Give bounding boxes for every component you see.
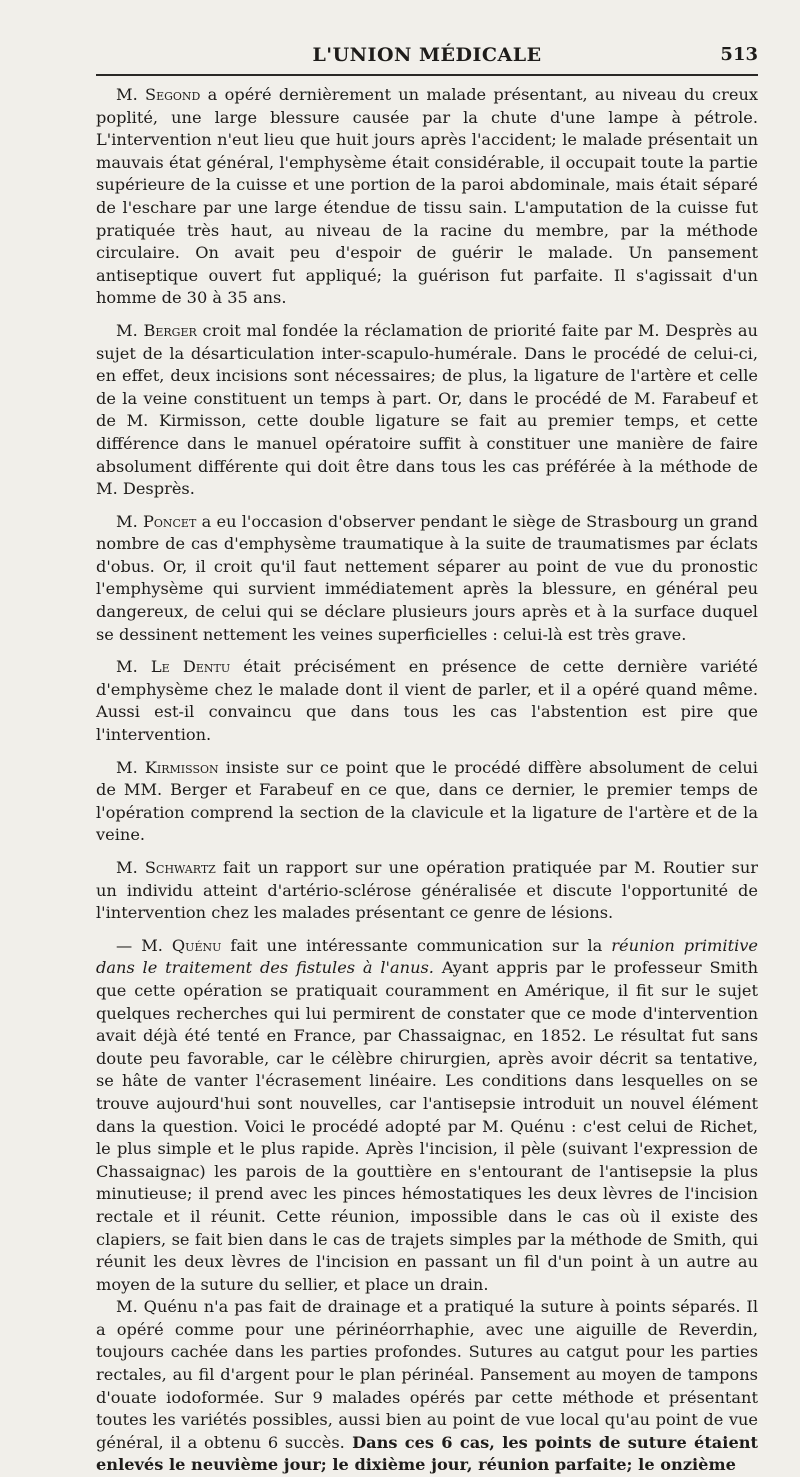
page-number: 513 xyxy=(720,44,758,65)
paragraph-text: a opéré dernièrement un malade présentant, au niveau du creux poplité, une large blessure causée par la chute d'une lampe à pétrole. L'intervention n'eut lieu que huit jours après l'accident; le malade présentait un mauvais état général, l'emphysème était considérable, il occupait toute la partie supérieure de la cuisse et une portion de la paroi abdominale, mais était séparé de l'eschare par une large étendue de tissu sain. L'amputation de la cuisse fut pratiquée très haut, au niveau de la racine du membre, par la méthode circulaire. On avait peu d'espoir de guérir le malade. Un pansement antiseptique ouvert fut appliqué; la guérison fut parfaite. Il s'agissait d'un homme de 30 à 35 ans. xyxy=(96,85,758,308)
speaker-name: M. Schwartz xyxy=(116,858,216,877)
paragraph-quenu-communication xyxy=(96,935,758,1297)
dash-prefix: — xyxy=(116,935,142,955)
speaker-name: M. Segond xyxy=(116,85,201,104)
paragraph-schwartz xyxy=(96,857,758,925)
speaker-name: M. Poncet xyxy=(116,511,197,531)
paragraph-text: fait une intéressante communication sur la xyxy=(221,935,612,955)
paragraph-text: fait un rapport sur une opération pratiquée par M. Routier sur un individu atteint d'artério-sclérose généralisée et discute l'opportunité de l'intervention chez les malades présentant ce genre de lésions. xyxy=(96,858,758,923)
paragraph-text-continued: Ayant appris par le professeur Smith que cette opération se pratiquait couramment en Amérique, il fit sur le sujet quelques recherches qui lui permirent de constater que ce mode d'intervention avait déjà été tenté en France, par Chassaignac, en 1852. Le résultat fut sans doute peu favorable, car le célèbre chirurgien, après avoir décrit sa tentative, se hâte de vanter l'écrasement linéaire. Les conditions dans lesquelles on se trouve aujourd'hui sont nouvelles, car l'antisepsie introduit un nouvel élément dans la question. Voici le procédé adopté par M. Quénu : c'est celui de Richet, le plus simple et le plus rapide. Après l'incision, il pèle (suivant l'expression de Chassaignac) les parois de la gouttière en s'entourant de l'antisepsie la plus minutieuse; il prend avec les pinces hémostatiques les deux lèvres de l'incision rectale et il réunit. Cette réunion, impossible dans le cas où il existe des clapiers, se fait bien dans le cas de trajets simples par la méthode de Smith, qui réunit les deux lèvres de l'incision en passant un fil d'un point à un autre au moyen de la suture du sellier, et place un drain. xyxy=(96,958,758,1294)
paragraph-text: insiste sur ce point que le procédé diffère absolument de celui de MM. Berger et Farabeuf en ce que, dans ce dernier, le premier temps de l'opération comprend la section de la clavicule et la ligature de l'artère et de la veine. xyxy=(96,757,758,845)
paragraph-text: était précisément en présence de cette dernière variété d'emphysème chez le malade dont il vient de parler, et il a opéré quand même. Aussi est-il convaincu que dans tous les cas l'abstention est pire que l'intervention. xyxy=(96,657,758,745)
paragraph-berger xyxy=(96,320,758,501)
paragraph-segond xyxy=(96,84,758,310)
speaker-name: M. Berger xyxy=(116,320,197,340)
paragraph-poncet xyxy=(96,511,758,647)
paragraph-quenu-results xyxy=(96,1296,758,1477)
paragraph-text: M. Quénu n'a pas fait de drainage et a pratiqué la suture à points séparés. Il a opéré comme pour une périnéorrhaphie, avec une aiguille de Reverdin, toujours cachée dans les parties profondes. Sutures au catgut pour les parties rectales, au fil d'argent pour le plan périnéal. Pansement au moyen de tampons d'ouate iodoformée. Sur 9 malades opérés par cette méthode et présentant toutes les variétés possibles, aussi bien au point de vue local qu'au point de vue général, il a obtenu 6 succès. xyxy=(96,1297,758,1452)
running-title: L'UNION MÉDICALE xyxy=(312,44,542,66)
paragraph-le-dentu xyxy=(96,656,758,746)
speaker-name: M. Le Dentu xyxy=(116,657,231,677)
header-rule xyxy=(96,74,758,76)
italic-title: réunion primitive dans le traitement des fistules à l'anus. xyxy=(96,935,758,978)
article-body xyxy=(96,84,758,1477)
paragraph-text: a eu l'occasion d'observer pendant le siège de Strasbourg un grand nombre de cas d'emphysème traumatique à la suite de traumatismes par éclats d'obus. Or, il croit qu'il faut nettement séparer au point de vue du pronostic l'emphysème qui survient immédiatement après la blessure, en général peu dangereux, de celui qui se déclare plusieurs jours après et à la surface duquel se dessinent nettement les veines superficielles : celui-là est très grave. xyxy=(96,511,759,644)
speaker-name: M. Kirmisson xyxy=(116,757,219,777)
paragraph-text: croit mal fondée la réclamation de priorité faite par M. Desprès au sujet de la désarticulation inter-scapulo-humérale. Dans le procédé de celui-ci, en effet, deux incisions sont nécessaires; de plus, la ligature de l'artère et celle de la veine constituent un temps à part. Or, dans le procédé de M. Farabeuf et de M. Kirmisson, cette double ligature se fait au premier temps, et cette différence dans le manuel opératoire suffit à constituer une manière de faire absolument différente qui doit être dans tous les cas préférée à la méthode de M. Desprès. xyxy=(96,320,758,499)
paragraph-bold-tail: Dans ces 6 cas, les points de suture étaient enlevés le neuvième jour; le dixième jour, réunion parfaite; le onzième xyxy=(96,1432,758,1475)
page-header xyxy=(96,40,758,74)
paragraph-kirmisson xyxy=(96,757,758,847)
speaker-name: M. Quénu xyxy=(141,935,222,955)
